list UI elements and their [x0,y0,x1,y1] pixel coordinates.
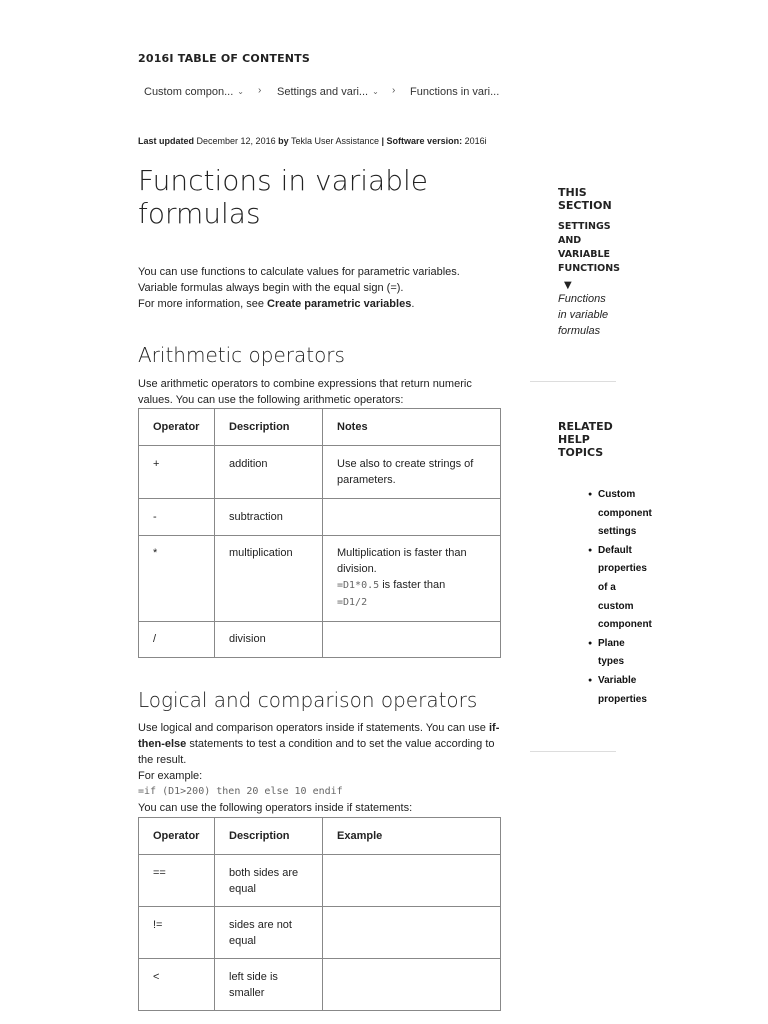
expand-arrow-icon: ▼ [564,280,572,291]
table-row: * multiplication Multiplication is faster than division. =D1*0.5 is faster than =D1/2 [139,536,501,622]
arithmetic-description: Use arithmetic operators to combine expressions that return numeric values. You can use the following arithmetic operators: [138,378,472,406]
table-row: == both sides are equal [139,855,501,907]
chevron-down-icon[interactable]: ⌄ [237,87,244,96]
column-header: Operator [139,818,215,855]
column-header: Description [215,409,323,446]
logical-description: Use logical and comparison operators inside if statements. You can use if-then-else statements to test a condition and to set the value according to the result. For example: =if (D1>200) then 20 else 10 endif You can use the following operators inside if statements: [138,722,500,814]
related-topic-link[interactable]: ● Variable properties [588,672,646,709]
last-updated-meta: Last updated December 12, 2016 by Tekla User Assistance | Software version: 2016i [138,136,487,146]
table-row: / division [139,622,501,658]
divider [530,381,616,382]
example-code: =if (D1>200) then 20 else 10 endif [138,786,343,797]
table-row: + addition Use also to create strings of parameters. [139,446,501,499]
table-header-row [139,818,501,855]
table-row: - subtraction [139,499,501,536]
chevron-down-icon[interactable]: ⌄ [372,87,379,96]
logical-operators-table [138,817,501,1011]
related-topics-list [588,486,652,709]
column-header: Description [215,818,323,855]
breadcrumb-item-custom-components[interactable]: Custom compon... ⌄ [144,86,244,98]
related-topic-link[interactable]: ● Custom component settings [588,486,646,542]
arithmetic-operators-table [138,408,501,658]
table-row: < left side is smaller [139,959,501,1011]
column-header: Operator [139,409,215,446]
arithmetic-operators-heading: Arithmetic operators [138,343,345,367]
toc-title[interactable]: 2016I TABLE OF CONTENTS [138,52,311,65]
section-link[interactable]: SETTINGS AND VARIABLE FUNCTIONS [558,221,621,274]
column-header: Notes [323,409,501,446]
related-topic-link[interactable]: ● Plane types [588,635,646,672]
related-topic-link[interactable]: ● Default properties of a custom component [588,542,646,635]
current-page-link[interactable]: Functions in variable formulas [558,293,609,337]
table-header-row [139,409,501,446]
page-title: Functions in variable formulas [138,164,428,230]
chevron-right-icon: › [258,85,262,96]
table-row: != sides are not equal [139,907,501,959]
column-header: Example [323,818,501,855]
create-parametric-variables-link[interactable]: Create parametric variables [267,298,412,310]
logical-operators-heading: Logical and comparison operators [138,688,478,712]
intro-text: You can use functions to calculate values for parametric variables. Variable formulas always begin with the equal sign (=). For more information, see Create parametric variables. [138,266,460,310]
divider [530,751,616,752]
chevron-right-icon: › [392,85,396,96]
this-section-heading: THIS SECTION [558,186,612,212]
related-topics-heading: RELATED HELP TOPICS [558,420,613,459]
breadcrumb-item-settings[interactable]: Settings and vari... ⌄ [277,86,379,98]
breadcrumb-item-current[interactable]: Functions in vari... [410,86,500,98]
